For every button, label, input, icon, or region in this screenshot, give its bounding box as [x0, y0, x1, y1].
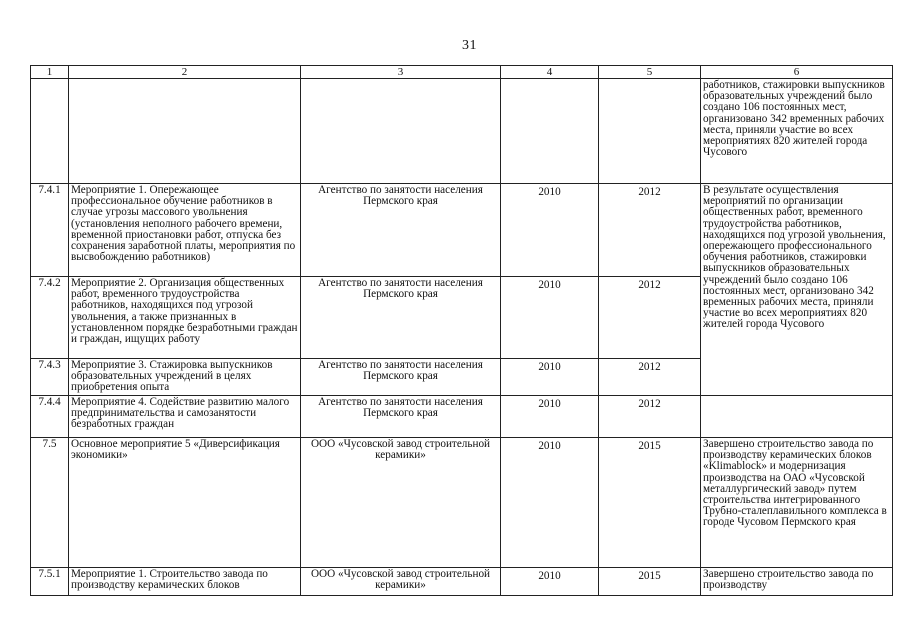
header-col-1: 1	[31, 66, 69, 79]
cell-number: 7.4.3	[31, 359, 69, 396]
table-row-continued	[31, 79, 893, 184]
header-col-5: 5	[599, 66, 701, 79]
cell-empty	[31, 79, 69, 184]
header-col-3: 3	[301, 66, 501, 79]
cell-empty	[69, 79, 301, 184]
header-col-4: 4	[501, 66, 599, 79]
cell-executor: Агентство по занятости населения Пермского края	[301, 277, 501, 359]
cell-executor: ООО «Чусовской завод строительной керамики»	[301, 568, 501, 596]
table-row	[31, 438, 893, 568]
cell-measure-name: Мероприятие 3. Стажировка выпускников образовательных учреждений в целях приобретения опыта	[69, 359, 301, 396]
cell-executor: Агентство по занятости населения Пермского края	[301, 396, 501, 438]
cell-executor: Агентство по занятости населения Пермского края	[301, 359, 501, 396]
cell-start-year: 2010	[501, 359, 599, 396]
cell-end-year: 2012	[599, 359, 701, 396]
cell-executor: ООО «Чусовской завод строительной керамики»	[301, 438, 501, 568]
cell-number: 7.5.1	[31, 568, 69, 596]
cell-empty	[301, 79, 501, 184]
cell-empty	[599, 79, 701, 184]
header-col-2: 2	[69, 66, 301, 79]
cell-result: Завершено строительство завода по производству керамических блоков «Klimablock» и модернизация производства на ОАО «Чусовской металлургический завод» путем строительства интегрированного Трубно-сталеплавильного комплекса в городе Чусовом Пермского края	[701, 438, 893, 568]
cell-result-continued: работников, стажировки выпускников образовательных учреждений было создано 106 постоянных мест, организовано 342 временных рабочих места, приняли участие во всех мероприятиях 820 жителей города Чусового	[701, 79, 893, 184]
cell-empty	[501, 79, 599, 184]
cell-measure-name: Мероприятие 2. Организация общественных работ, временного трудоустройства работников, находящихся под угрозой увольнения, а также признанных в установленном порядке безработными граждан и граждан, ищущих работу	[69, 277, 301, 359]
cell-result-empty	[701, 396, 893, 438]
page-number: 31	[462, 38, 477, 53]
cell-measure-name: Мероприятие 4. Содействие развитию малого предпринимательства и самозанятости безработных граждан	[69, 396, 301, 438]
cell-end-year: 2015	[599, 438, 701, 568]
cell-number: 7.4.2	[31, 277, 69, 359]
cell-start-year: 2010	[501, 396, 599, 438]
header-row	[31, 66, 893, 79]
cell-end-year: 2012	[599, 277, 701, 359]
table-row	[31, 184, 893, 277]
cell-number: 7.5	[31, 438, 69, 568]
table-row	[31, 396, 893, 438]
header-col-6: 6	[701, 66, 893, 79]
cell-start-year: 2010	[501, 277, 599, 359]
cell-end-year: 2012	[599, 396, 701, 438]
cell-start-year: 2010	[501, 438, 599, 568]
cell-measure-name: Основное мероприятие 5 «Диверсификация экономики»	[69, 438, 301, 568]
cell-start-year: 2010	[501, 184, 599, 277]
cell-result-merged: В результате осуществления мероприятий по организации общественных работ, временного трудоустройства работников, находящихся под угрозой увольнения, опережающего профессионального обучения работников, стажировки выпускников образовательных учреждений было создано 106 постоянных мест, организовано 342 временных рабочих места, приняли участие во всех мероприятиях 820 жителей города Чусового	[701, 184, 893, 396]
cell-executor: Агентство по занятости населения Пермского края	[301, 184, 501, 277]
cell-number: 7.4.1	[31, 184, 69, 277]
cell-measure-name: Мероприятие 1. Строительство завода по производству керамических блоков	[69, 568, 301, 596]
cell-number: 7.4.4	[31, 396, 69, 438]
cell-end-year: 2015	[599, 568, 701, 596]
measures-table	[30, 65, 893, 596]
cell-end-year: 2012	[599, 184, 701, 277]
table-row	[31, 568, 893, 596]
cell-result: Завершено строительство завода по производству	[701, 568, 893, 596]
cell-measure-name: Мероприятие 1. Опережающее профессиональное обучение работников в случае угрозы массового увольнения (установления неполного рабочего времени, временной приостановки работ, отпуска без сохранения заработной платы, мероприятия по высвобождению работников)	[69, 184, 301, 277]
cell-start-year: 2010	[501, 568, 599, 596]
